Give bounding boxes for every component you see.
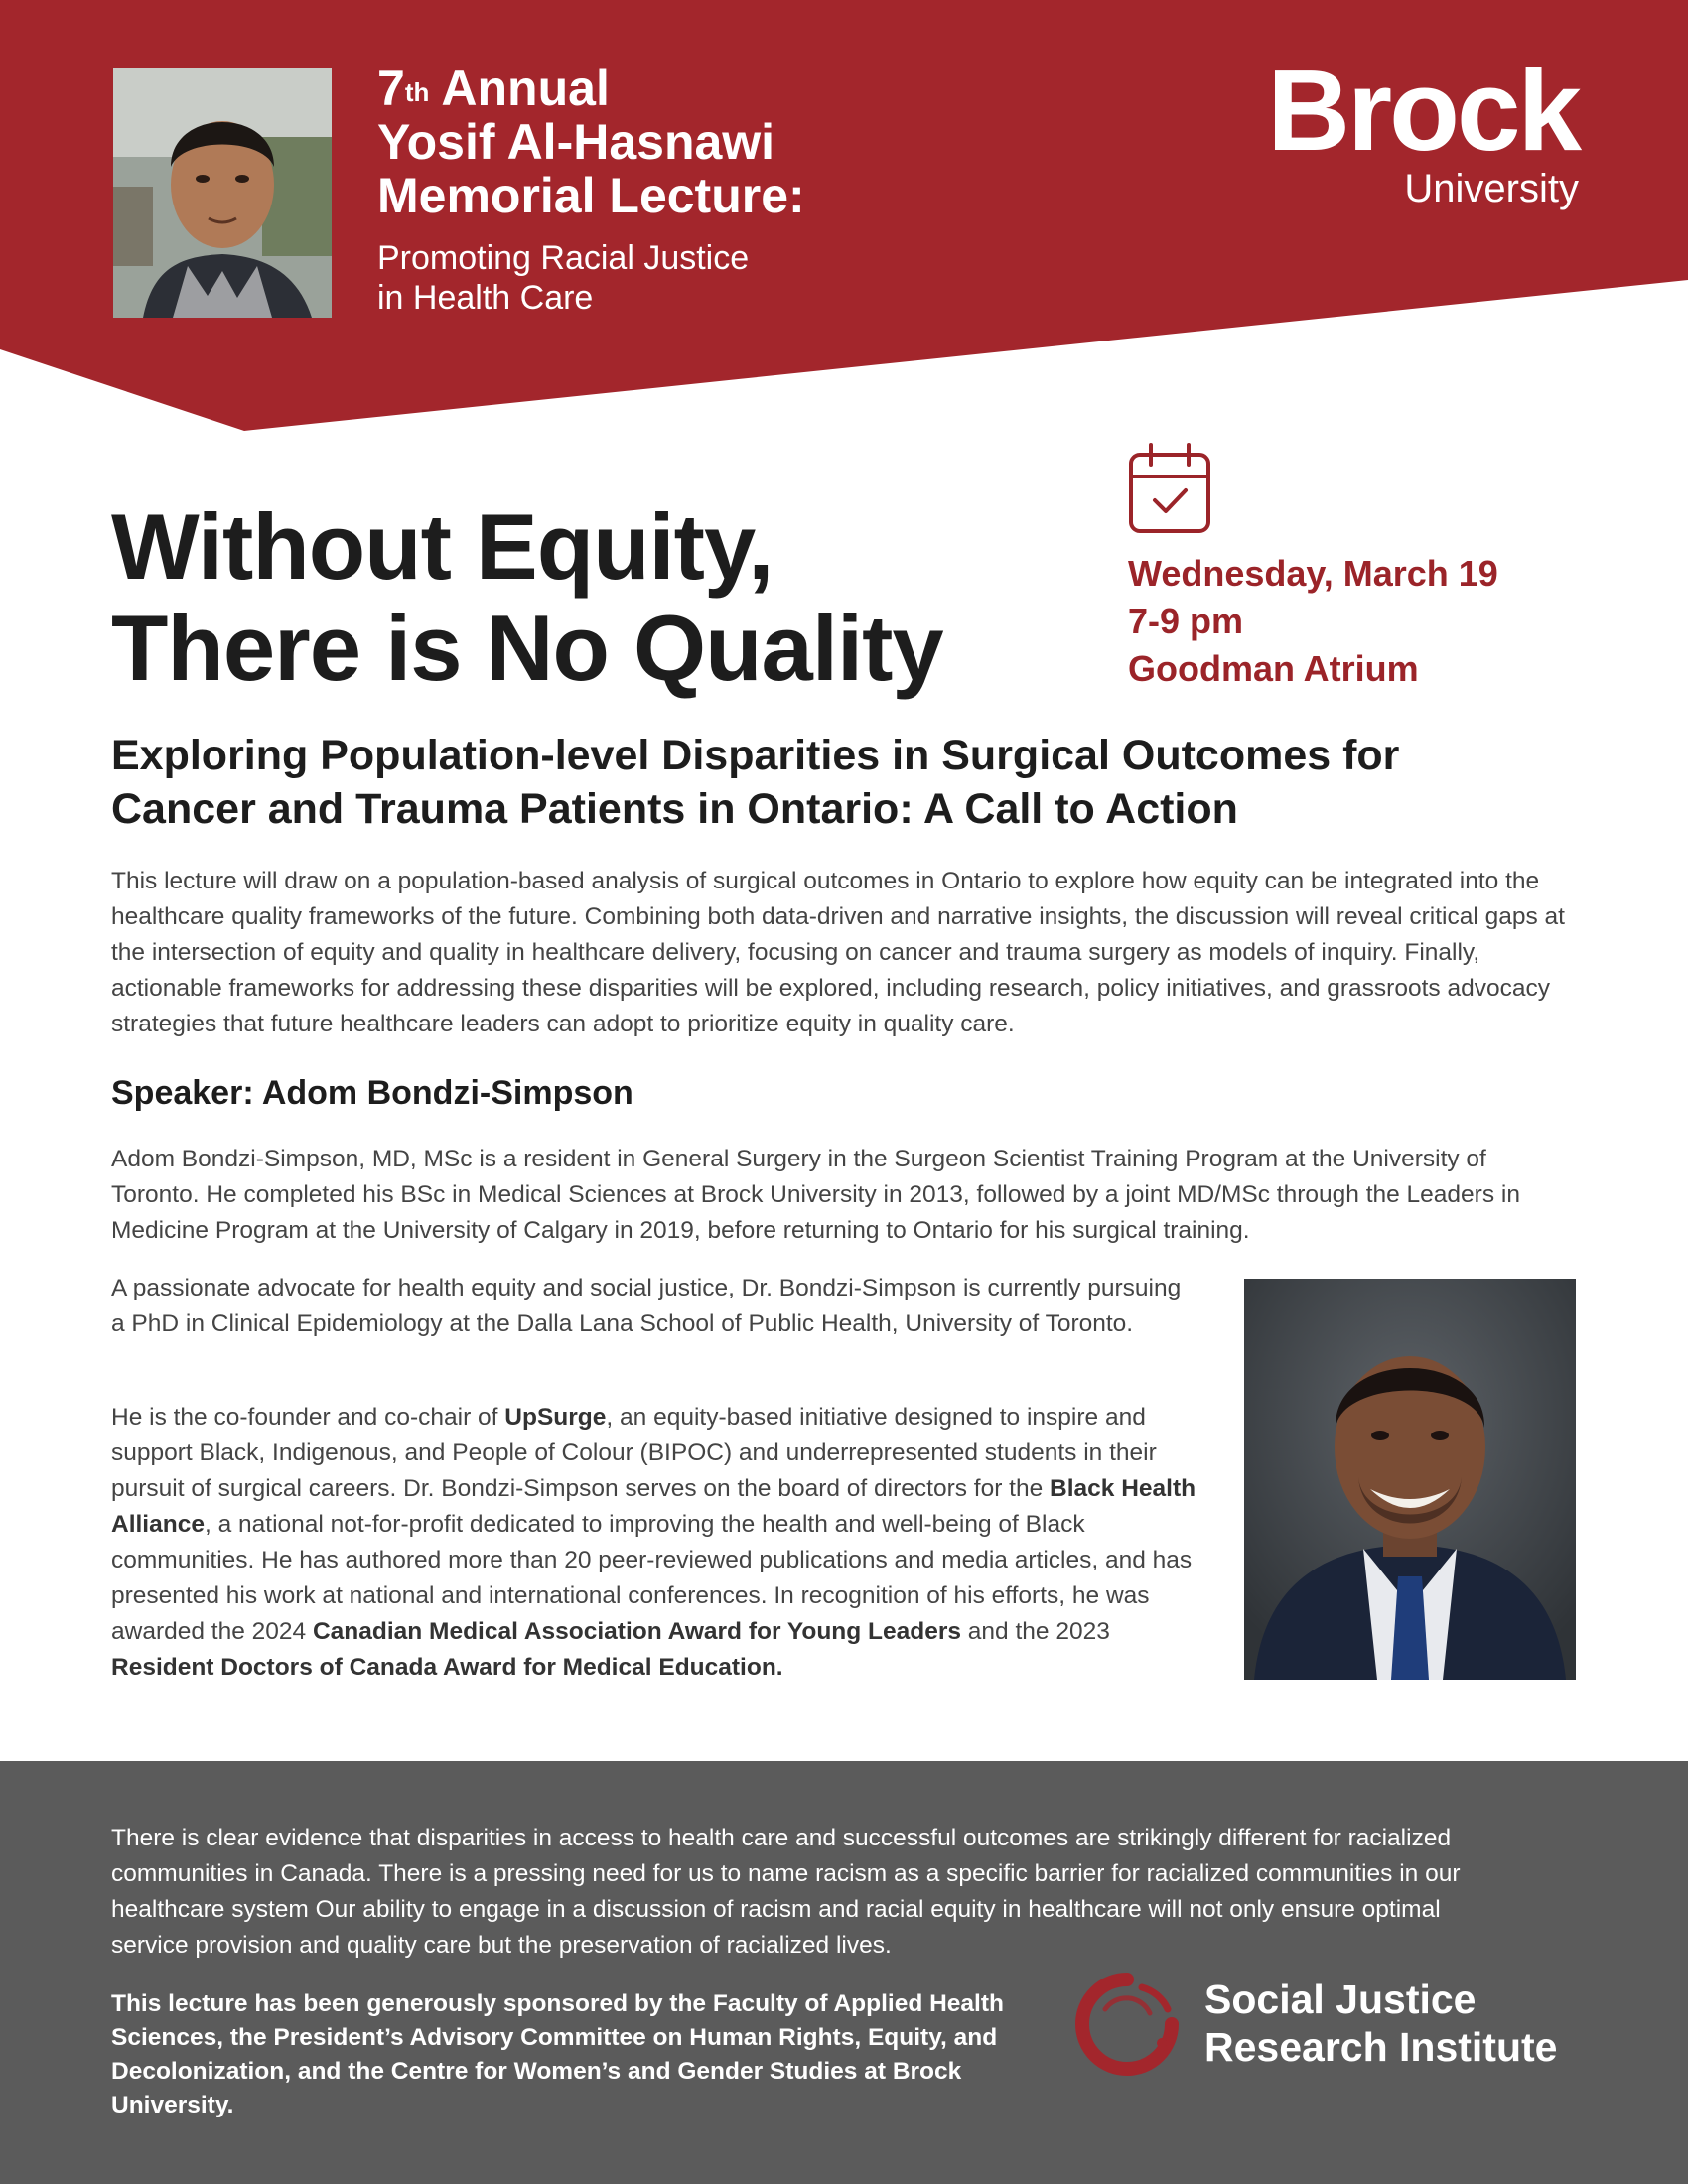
brand-sub: University xyxy=(1404,167,1579,210)
sjri-logo-icon xyxy=(1072,1970,1182,2079)
series-title-line2: Yosif Al-Hasnawi xyxy=(377,114,775,170)
cma-award-name: Canadian Medical Association Award for Young Leaders xyxy=(312,1618,961,1645)
talk-title: Exploring Population-level Disparities in Surgical Outcomes for Cancer and Trauma Patients in Ontario: A Call to Action xyxy=(111,732,1400,833)
lecture-series-heading xyxy=(377,62,805,318)
footer-statement: There is clear evidence that disparities in access to health care and successful outcomes are strikingly different for racialized communities in Canada. There is a pressing need for us to name racism as a specific barrier for racialized communities in our healthcare system Our ability to engage in a discussion of racism and racial equity in healthcare will not only ensure optimal service provision and quality care but the preservation of racialized lives. xyxy=(111,1825,1461,1959)
institute-name: Social Justice Research Institute xyxy=(1204,1977,1558,2070)
speaker-heading: Speaker: Adom Bondzi-Simpson xyxy=(111,1074,633,1112)
event-time: 7-9 pm xyxy=(1128,601,1244,641)
speaker-bio-paragraph-2: A passionate advocate for health equity and social justice, Dr. Bondzi-Simpson is currently pursuing a PhD in Clinical Epidemiology at the Dalla Lana School of Public Health, University of Toronto. xyxy=(111,1275,1182,1337)
rdoc-award-name: Resident Doctors of Canada Award for Medical Education. xyxy=(111,1654,783,1681)
series-title-line3: Memorial Lecture: xyxy=(377,168,805,223)
upsurge-name: UpSurge xyxy=(504,1404,607,1431)
talk-abstract: This lecture will draw on a population-based analysis of surgical outcomes in Ontario to explore how equity can be integrated into the healthcare quality frameworks of the future. Combining both data-driven and narrative insights, the discussion will reveal critical gaps at the intersection of equity and quality in healthcare delivery, focusing on cancer and trauma surgery as models of inquiry. Finally, actionable frameworks for addressing these disparities will be explored, including research, policy initiatives, and grassroots advocacy strategies that future healthcare leaders can adopt to prioritize equity in quality care. xyxy=(111,868,1565,1037)
event-details xyxy=(1128,443,1498,693)
sponsor-statement: This lecture has been generously sponsored by the Faculty of Applied Health Sciences, the President’s Advisory Committee on Human Rights, Equity, and Decolonization, and the Centre for Women’s and Gender Studies at Brock University. xyxy=(111,1990,1004,2118)
event-headline: Without Equity, There is No Quality xyxy=(111,494,943,700)
footer-panel xyxy=(0,1761,1688,2184)
speaker-photo xyxy=(1244,1279,1576,1680)
speaker-bio-paragraph-3: He is the co-founder and co-chair of UpSurge, an equity-based initiative designed to inspire and support Black, Indigenous, and People of Colour (BIPOC) and underrepresented students in their pursuit of surgical careers. Dr. Bondzi-Simpson serves on the board of directors for the Black Health Alliance, a national not-for-profit dedicated to improving the health and well-being of Black communities. He has authored more than 20 peer-reviewed publications and media articles, and has presented his work at national and international conferences. In recognition of his efforts, he was awarded the 2024 Canadian Medical Association Award for Young Leaders and the 2023 Resident Doctors of Canada Award for Medical Education. xyxy=(111,1404,1196,1681)
brock-university-logo xyxy=(1267,46,1579,210)
speaker-bio-paragraph-1: Adom Bondzi-Simpson, MD, MSc is a resident in General Surgery in the Surgeon Scientist Training Program at the University of Toronto. He completed his BSc in Medical Sciences at Brock University in 2013, followed by a joint MD/MSc through the Leaders in Medicine Program at the University of Calgary in 2019, before returning to Ontario for his surgical training. xyxy=(111,1146,1520,1244)
black-health-alliance-name: Black Health Alliance xyxy=(111,1475,1196,1538)
event-location: Goodman Atrium xyxy=(1128,648,1419,689)
series-title-line1: 7th Annual xyxy=(377,61,610,116)
event-date: Wednesday, March 19 xyxy=(1128,553,1498,594)
brand-name: Brock xyxy=(1267,46,1579,175)
series-subtitle: Promoting Racial Justice in Health Care xyxy=(377,239,750,317)
memorial-portrait-photo xyxy=(113,68,332,318)
calendar-check-icon xyxy=(1128,443,1211,534)
